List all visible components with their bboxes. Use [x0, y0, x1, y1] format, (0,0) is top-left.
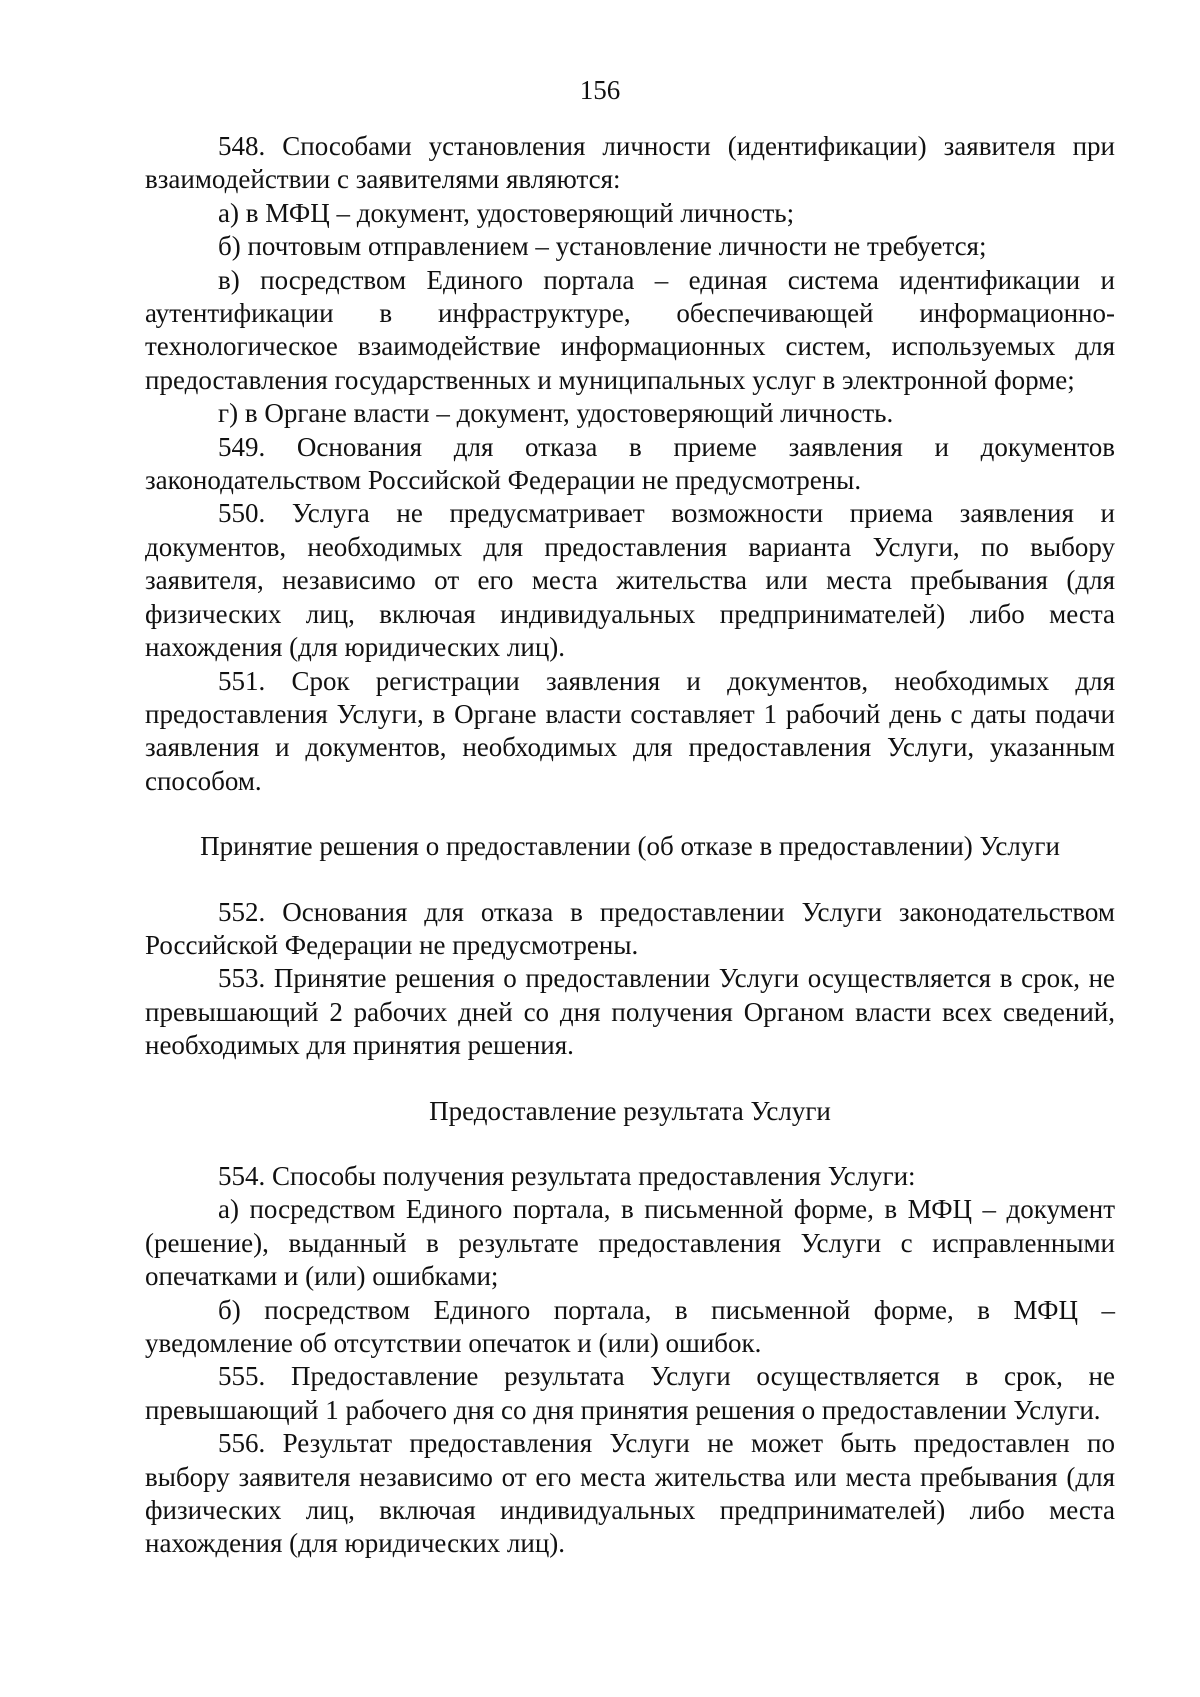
- document-body: [145, 130, 1115, 1561]
- paragraph-548: 548. Способами установления личности (идентификации) заявителя при взаимодействии с заявителями являются:: [145, 131, 1115, 195]
- paragraph-554-a: а) посредством Единого портала, в письменной форме, в МФЦ – документ (решение), выданный в результате предоставления Услуги с исправленными опечатками и (или) ошибками;: [145, 1194, 1115, 1292]
- paragraph-548-b: б) почтовым отправлением – установление личности не требуется;: [218, 231, 987, 262]
- paragraph-548-g: г) в Органе власти – документ, удостоверяющий личность.: [218, 398, 894, 429]
- paragraph-556: 556. Результат предоставления Услуги не может быть предоставлен по выбору заявителя независимо от его места жительства или места пребывания (для физических лиц, включая индивидуальных предпринимателей) либо места нахождения (для юридических лиц).: [145, 1428, 1115, 1559]
- paragraph-554: 554. Способы получения результата предоставления Услуги:: [218, 1160, 916, 1191]
- paragraph-550: 550. Услуга не предусматривает возможности приема заявления и документов, необходимых для предоставления варианта Услуги, по выбору заявителя, независимо от его места жительства или места пребывания (для физических лиц, включая индивидуальных предпринимателей) либо места нахождения (для юридических лиц).: [145, 498, 1115, 663]
- paragraph-555: 555. Предоставление результата Услуги осуществляется в срок, не превышающий 1 рабочего дня со дня принятия решения о предоставлении Услуги.: [145, 1361, 1115, 1425]
- paragraph-551: 551. Срок регистрации заявления и документов, необходимых для предоставления Услуги, в Органе власти составляет 1 рабочий день с даты подачи заявления и документов, необходимых для предоставления Услуги, указанным способом.: [145, 665, 1115, 796]
- paragraph-553: 553. Принятие решения о предоставлении Услуги осуществляется в срок, не превышающий 2 рабочих дней со дня получения Органом власти всех сведений, необходимых для принятия решения.: [145, 963, 1115, 1061]
- section-heading-decision: Принятие решения о предоставлении (об отказе в предоставлении) Услуги: [200, 831, 1060, 862]
- paragraph-552: 552. Основания для отказа в предоставлении Услуги законодательством Российской Федерации не предусмотрены.: [145, 896, 1115, 960]
- paragraph-548-a: а) в МФЦ – документ, удостоверяющий личность;: [218, 197, 795, 228]
- page-number: 156: [579, 75, 621, 105]
- paragraph-548-v: в) посредством Единого портала – единая система идентификации и аутентификации в инфраструктуре, обеспечивающей информационно-технологическое взаимодействие информационных систем, используемых для предоставления государственных и муниципальных услуг в электронной форме;: [145, 264, 1115, 395]
- section-heading-result: Предоставление результата Услуги: [429, 1095, 831, 1126]
- paragraph-549: 549. Основания для отказа в приеме заявления и документов законодательством Российской Федерации не предусмотрены.: [145, 431, 1115, 496]
- paragraph-554-b: б) посредством Единого портала, в письменной форме, в МФЦ – уведомление об отсутствии опечаток и (или) ошибок.: [145, 1294, 1115, 1358]
